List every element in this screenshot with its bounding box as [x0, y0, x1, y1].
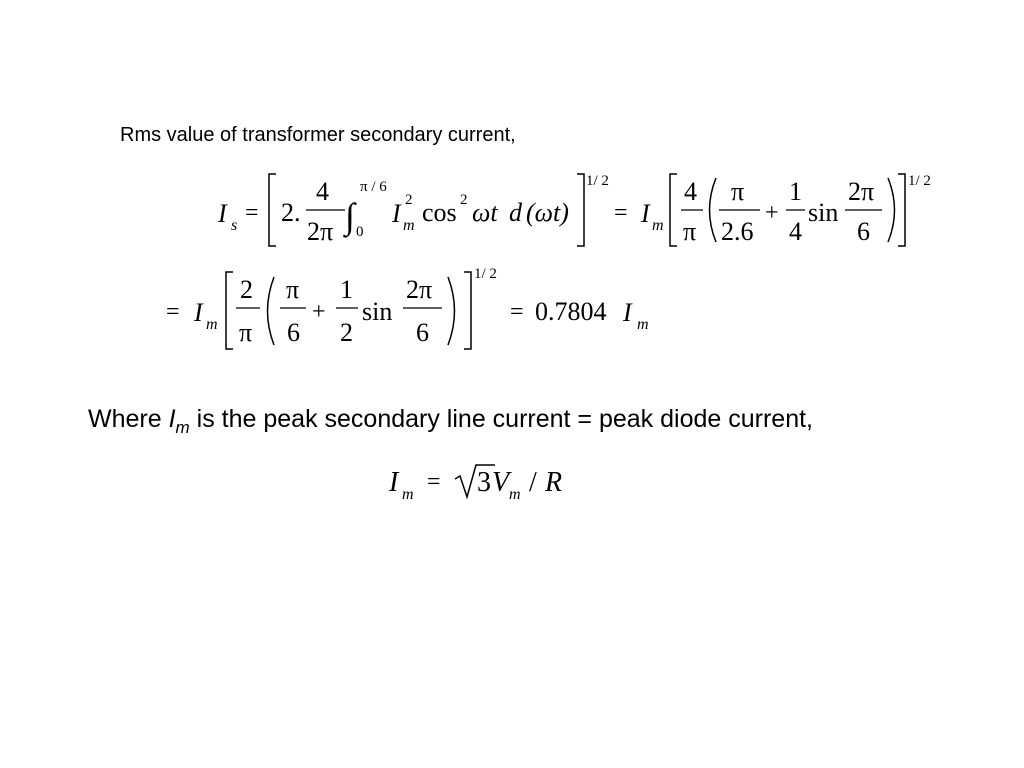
eq2-result-value: 0.7804	[535, 297, 607, 326]
eq3-v: V	[492, 467, 510, 498]
eq3-i: I	[389, 467, 399, 498]
eq2-frac-c-num: 1	[340, 275, 353, 304]
right-paren	[888, 178, 895, 242]
eq2-sub-m: m	[206, 316, 218, 333]
frac-d-num: 2π	[848, 177, 875, 206]
omega-t-paren: (ωt)	[526, 198, 569, 227]
eq2-result-i: I	[623, 298, 632, 327]
right-bracket	[577, 174, 584, 246]
left-bracket-2	[670, 174, 677, 246]
rms-result-equation	[0, 255, 1024, 365]
integral-lower-limit: 0	[356, 224, 364, 240]
where-symbol: I	[168, 405, 176, 433]
coef-2: 2.	[281, 198, 301, 227]
equals-3: =	[166, 299, 180, 325]
left-bracket	[269, 174, 276, 246]
eq3-r: R	[545, 467, 563, 498]
frac-d-den: 6	[857, 217, 870, 246]
right-bracket-2	[898, 174, 905, 246]
frac-b-den: 2.6	[721, 217, 754, 246]
eq2-sin: sin	[362, 297, 393, 326]
equals-2: =	[614, 200, 628, 226]
eq3-v-sub: m	[509, 486, 521, 503]
lhs-sub-s: s	[231, 217, 238, 234]
integrand-sub-m: m	[403, 217, 415, 234]
eq2-frac-d-den: 6	[416, 318, 429, 347]
peak-current-equation	[0, 455, 1024, 515]
frac-2pi-den: 2π	[307, 217, 334, 246]
frac-c-den: 4	[789, 217, 802, 246]
lhs-i: I	[218, 199, 227, 228]
eq2-frac-b-num: π	[286, 275, 300, 304]
eq2-result-sub-m: m	[637, 316, 649, 333]
rms-current-equation	[0, 0, 1024, 260]
eq2-frac-c-den: 2	[340, 318, 353, 347]
power-half-2: 1/ 2	[908, 173, 931, 189]
eq2-left-paren	[268, 277, 275, 345]
where-post: is the peak secondary line current = peak diode current,	[189, 405, 813, 433]
rhs-sub-m: m	[652, 217, 664, 234]
eq3-equals: =	[427, 469, 441, 495]
rhs-i: I	[641, 199, 650, 228]
where-pre: Where	[88, 405, 169, 433]
eq3-radicand: 3	[477, 467, 491, 498]
eq3-slash: /	[529, 467, 537, 498]
integrand-i: I	[392, 199, 401, 228]
intro-text: Rms value of transformer secondary current,	[120, 124, 516, 146]
left-paren	[710, 178, 717, 242]
eq2-right-bracket	[464, 272, 471, 349]
cos: cos	[422, 198, 457, 227]
power-half-1: 1/ 2	[586, 173, 609, 189]
eq2-frac-b-den: 6	[287, 318, 300, 347]
plus-1: +	[765, 200, 779, 226]
integral-upper-limit: π / 6	[360, 179, 387, 195]
eq2-frac-a-den: π	[239, 318, 253, 347]
eq3-sub-m: m	[402, 486, 414, 503]
eq2-left-bracket	[226, 272, 233, 349]
eq2-i: I	[194, 298, 203, 327]
integral-sign: ∫	[345, 196, 355, 236]
eq2-plus: +	[312, 299, 326, 325]
eq2-power-half: 1/ 2	[474, 266, 497, 282]
frac-a-num: 4	[684, 177, 697, 206]
integrand-sup-2: 2	[405, 192, 413, 208]
cos-sup-2: 2	[460, 192, 468, 208]
omega-t: ωt	[472, 198, 498, 227]
eq2-frac-a-num: 2	[240, 275, 253, 304]
eq2-result-equals: =	[510, 299, 524, 325]
d: d	[509, 198, 522, 227]
frac-c-num: 1	[789, 177, 802, 206]
eq2-frac-d-num: 2π	[406, 275, 433, 304]
frac-b-num: π	[731, 177, 745, 206]
frac-a-den: π	[683, 217, 697, 246]
where-subscript: m	[175, 418, 190, 437]
sin-1: sin	[808, 198, 839, 227]
equals-1: =	[245, 200, 259, 226]
eq2-right-paren	[448, 277, 455, 345]
frac-4-num: 4	[316, 177, 329, 206]
where-text	[88, 405, 813, 437]
